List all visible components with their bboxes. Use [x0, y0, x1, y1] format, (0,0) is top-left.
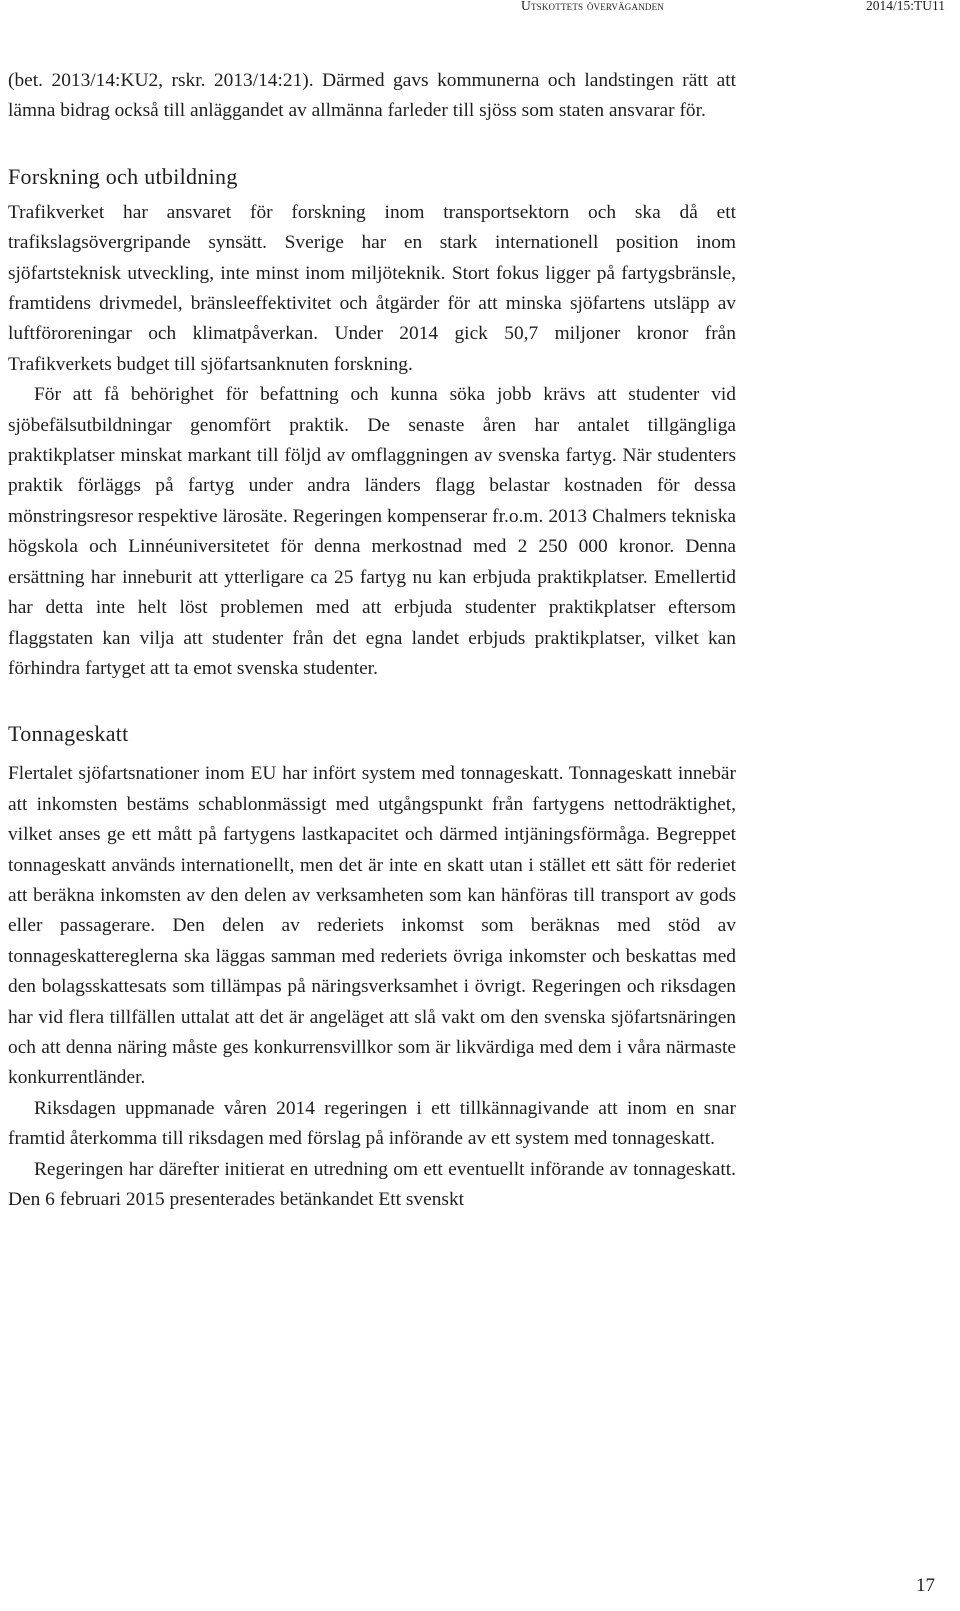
page-number: 17 [916, 1575, 935, 1596]
section-heading-tonnage: Tonnageskatt [8, 721, 129, 747]
page-body [8, 66, 736, 1215]
tonnage-paragraph: Riksdagen uppmanade våren 2014 regeringen i ett tillkännagivande att inom en snar framtid återkomma till riksdagen med förslag på införande av ett system med tonnageskatt. [8, 1097, 736, 1150]
tonnage-paragraph: Flertalet sjöfartsnationer inom EU har infört system med tonnageskatt. Tonnageskatt innebär att inkomsten bestäms schablonmässigt med utgångspunkt från fartygens nettodräktighet, vilket anses ge ett mått på fartygens lastkapacitet och därmed intjäningsförmåga. Begreppet tonnageskatt används internationellt, men det är inte en skatt utan i stället ett sätt för rederiet att beräkna inkomsten av den delen av verksamheten som kan hänföras till transport av gods eller passagerare. Den delen av rederiets inkomst som beräknas med stöd av tonnageskattereglerna ska läggas samman med rederiets övriga inkomster och beskattas med den bolagsskattesats som tillämpas på näringsverksamhet i övrigt. Regeringen och riksdagen har vid flera tillfällen uttalat att det är angeläget att slå vakt om den svenska sjöfartsnäringen och att denna näring måste ges konkurrensvillkor som är likvärdiga med dem i våra närmaste konkurrentländer. [8, 763, 736, 1089]
running-header-section: Utskottets överväganden [521, 0, 664, 13]
intro-paragraph: (bet. 2013/14:KU2, rskr. 2013/14:21). Därmed gavs kommunerna och landstingen rätt att lämna bidrag också till anläggandet av allmänna farleder till sjöss som staten ansvarar för. [8, 70, 736, 122]
section-heading-research: Forskning och utbildning [8, 163, 238, 189]
tonnage-paragraph: Regeringen har därefter initierat en utredning om ett eventuellt införande av tonnageskatt. Den 6 februari 2015 presenterades betänkandet Ett svenskt [8, 1158, 736, 1210]
research-paragraph: Trafikverket har ansvaret för forskning inom transportsektorn och ska då ett trafikslagsövergripande synsätt. Sverige har en stark internationell position inom sjöfartsteknisk utveckling, inte minst inom miljöteknik. Stort fokus ligger på fartygsbränsle, framtidens drivmedel, bränsleeffektivitet och åtgärder för att minska sjöfartens utsläpp av luftföroreningar och klimatpåverkan. Under 2014 gick 50,7 miljoner kronor från Trafikverkets budget till sjöfartsanknuten forskning. [8, 201, 736, 375]
running-header-document-id: 2014/15:TU11 [866, 0, 945, 13]
running-header [0, 0, 960, 20]
education-paragraph: För att få behörighet för befattning och kunna söka jobb krävs att studenter vid sjöbefälsutbildningar genomfört praktik. De senaste åren har antalet tillgängliga praktikplatser minskat markant till följd av omflaggningen av svenska fartyg. När studenters praktik förläggs på fartyg under andra länders flagg belastar kostnaden för dessa mönstringsresor respektive lärosäte. Regeringen kompenserar fr.o.m. 2013 Chalmers tekniska högskola och Linnéuniversitetet för denna merkostnad med 2 250 000 kronor. Denna ersättning har inneburit att ytterligare ca 25 fartyg nu kan erbjuda praktikplatser. Emellertid har detta inte helt löst problemen med att erbjuda studenter praktikplatser eftersom flaggstaten kan vilja att studenter från det egna landet erbjuds praktikplatser, vilket kan förhindra fartyget att ta emot svenska studenter. [8, 384, 736, 679]
